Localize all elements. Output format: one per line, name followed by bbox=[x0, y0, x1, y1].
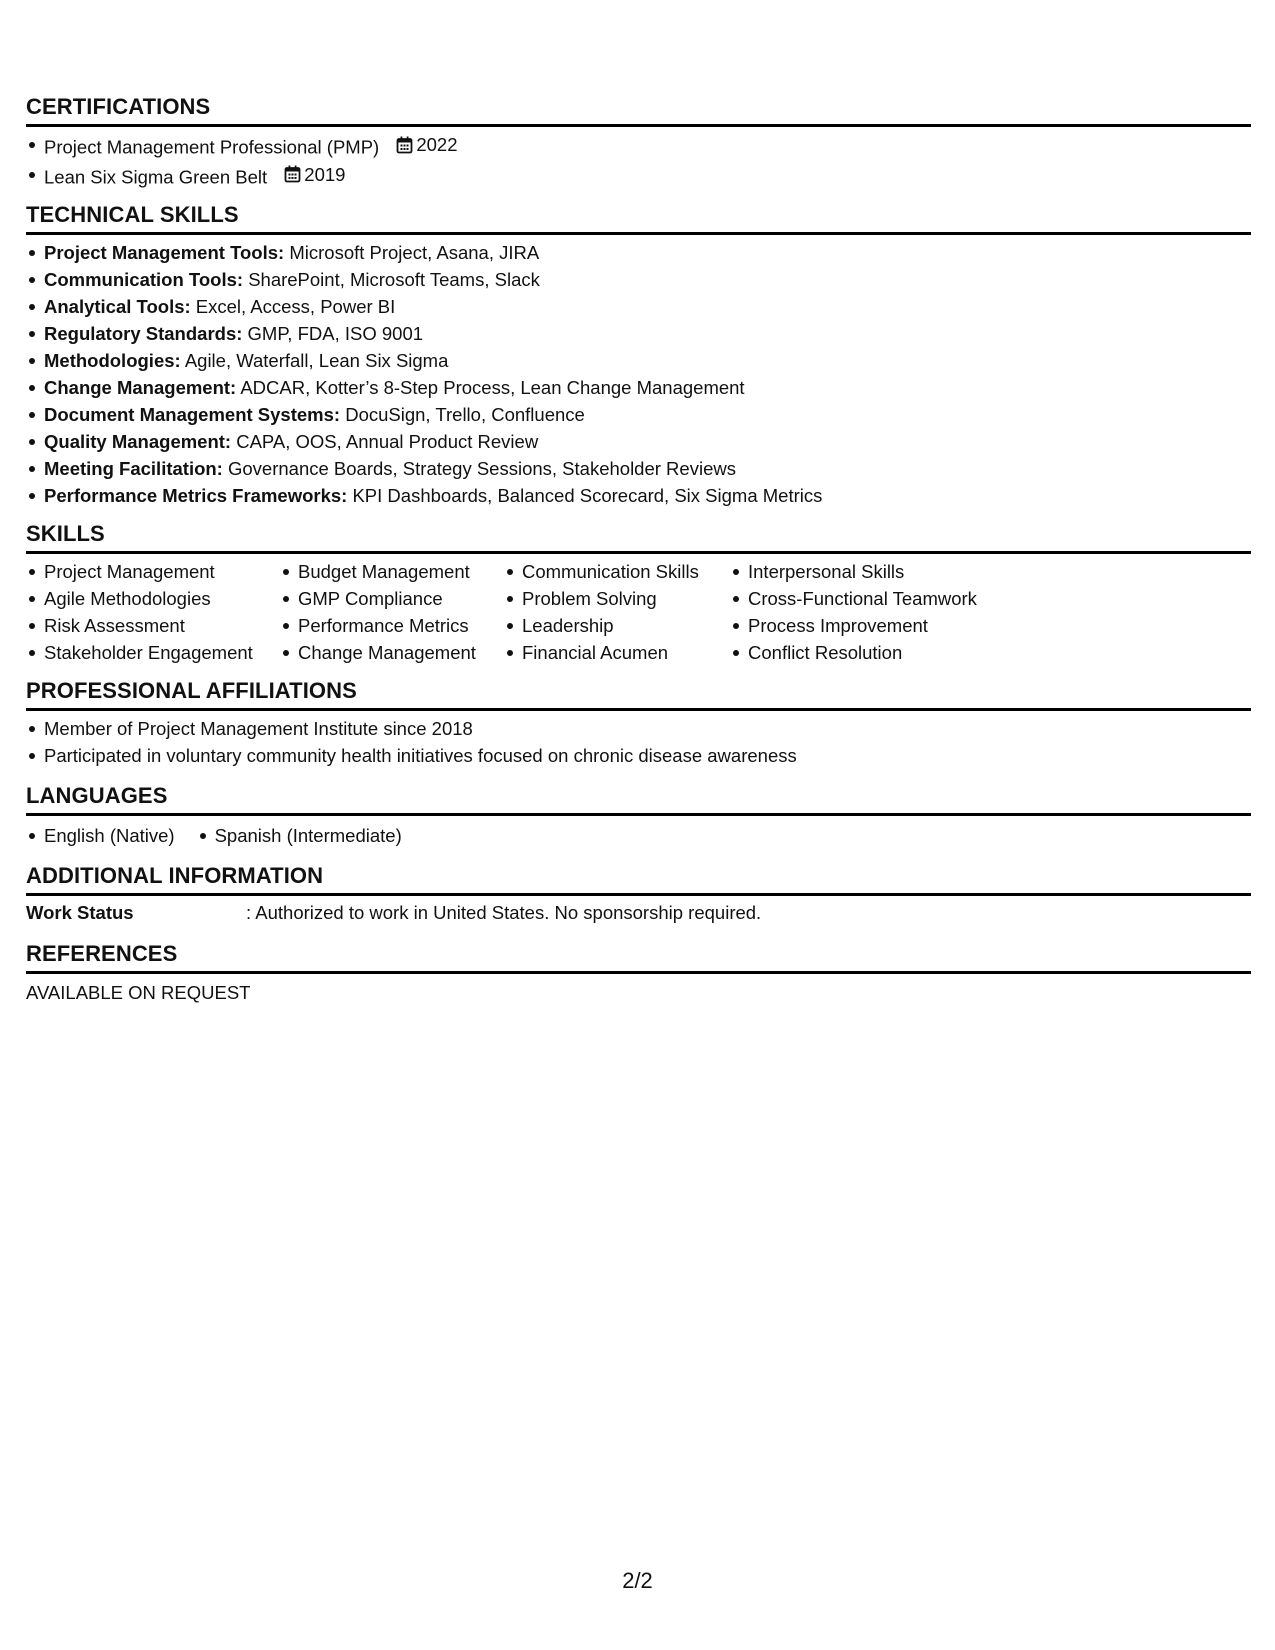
certification-year: 2019 bbox=[304, 163, 346, 185]
list-item: Change Management bbox=[280, 639, 504, 666]
list-item: Financial Acumen bbox=[504, 639, 730, 666]
skill-category: Regulatory Standards: bbox=[44, 323, 243, 344]
certifications-list bbox=[26, 131, 1251, 190]
section-title-technical-skills: TECHNICAL SKILLS bbox=[26, 202, 1251, 235]
skill-values: Agile, Waterfall, Lean Six Sigma bbox=[184, 350, 449, 371]
calendar-icon bbox=[284, 165, 301, 183]
skills-section bbox=[26, 521, 1251, 666]
section-title-additional-info: ADDITIONAL INFORMATION bbox=[26, 863, 1251, 896]
affiliations-section bbox=[26, 678, 1251, 769]
resume-page bbox=[26, 94, 1251, 1007]
skill-values: KPI Dashboards, Balanced Scorecard, Six Sigma Metrics bbox=[352, 485, 823, 506]
list-item: Risk Assessment bbox=[26, 612, 280, 639]
technical-skills-list bbox=[26, 239, 1251, 509]
skill-category: Methodologies: bbox=[44, 350, 181, 371]
list-item: Member of Project Management Institute since 2018 bbox=[26, 715, 1251, 742]
additional-info-section bbox=[26, 863, 1251, 927]
skill-values: CAPA, OOS, Annual Product Review bbox=[236, 431, 539, 452]
skill-category: Quality Management: bbox=[44, 431, 232, 452]
list-item: Problem Solving bbox=[504, 585, 730, 612]
list-item: Agile Methodologies bbox=[26, 585, 280, 612]
list-item bbox=[26, 374, 1251, 401]
section-title-certifications: CERTIFICATIONS bbox=[26, 94, 1251, 127]
skill-category: Performance Metrics Frameworks: bbox=[44, 485, 348, 506]
list-item bbox=[26, 320, 1251, 347]
skills-list bbox=[504, 558, 730, 666]
list-item: Leadership bbox=[504, 612, 730, 639]
skill-values: Governance Boards, Strategy Sessions, Stakeholder Reviews bbox=[227, 458, 736, 479]
affiliations-list bbox=[26, 715, 1251, 769]
certification-year: 2022 bbox=[416, 134, 458, 155]
list-item: Stakeholder Engagement bbox=[26, 639, 280, 666]
skill-values: Excel, Access, Power BI bbox=[195, 296, 396, 317]
skill-values: GMP, FDA, ISO 9001 bbox=[247, 323, 424, 344]
section-title-affiliations: PROFESSIONAL AFFILIATIONS bbox=[26, 678, 1251, 711]
list-item bbox=[26, 428, 1251, 455]
skill-category: Meeting Facilitation: bbox=[44, 458, 223, 479]
work-status-label: Work Status bbox=[26, 902, 134, 923]
skill-values: SharePoint, Microsoft Teams, Slack bbox=[248, 269, 540, 290]
references-text: AVAILABLE ON REQUEST bbox=[26, 982, 251, 1003]
list-item bbox=[26, 401, 1251, 428]
list-item bbox=[26, 293, 1251, 320]
list-item: Performance Metrics bbox=[280, 612, 504, 639]
skill-values: Microsoft Project, Asana, JIRA bbox=[289, 242, 540, 263]
list-item bbox=[26, 455, 1251, 482]
certification-date bbox=[396, 131, 457, 158]
skill-values: DocuSign, Trello, Confluence bbox=[345, 404, 585, 425]
skill-values: ADCAR, Kotter’s 8-Step Process, Lean Change Management bbox=[240, 377, 745, 398]
languages-list bbox=[26, 822, 1251, 849]
page-number: 2/2 bbox=[622, 1568, 653, 1593]
list-item: GMP Compliance bbox=[280, 585, 504, 612]
list-item: Project Management bbox=[26, 558, 280, 585]
certification-date bbox=[284, 161, 345, 188]
skills-column bbox=[26, 558, 280, 666]
list-item bbox=[26, 266, 1251, 293]
skill-category: Change Management: bbox=[44, 377, 237, 398]
list-item: Conflict Resolution bbox=[730, 639, 1030, 666]
list-item: Process Improvement bbox=[730, 612, 1030, 639]
skill-category: Document Management Systems: bbox=[44, 404, 341, 425]
list-item bbox=[26, 482, 1251, 509]
list-item bbox=[26, 239, 1251, 266]
list-item bbox=[26, 347, 1251, 374]
calendar-icon bbox=[396, 136, 413, 154]
skill-category: Communication Tools: bbox=[44, 269, 244, 290]
skills-column bbox=[504, 558, 730, 666]
list-item: Participated in voluntary community health initiatives focused on chronic disease awareness bbox=[26, 742, 1251, 769]
skills-list bbox=[26, 558, 280, 666]
list-item: Communication Skills bbox=[504, 558, 730, 585]
section-title-languages: LANGUAGES bbox=[26, 783, 1251, 816]
list-item: English (Native) bbox=[26, 822, 175, 849]
skill-category: Analytical Tools: bbox=[44, 296, 191, 317]
technical-skills-section bbox=[26, 202, 1251, 509]
section-title-skills: SKILLS bbox=[26, 521, 1251, 554]
list-item: Budget Management bbox=[280, 558, 504, 585]
certification-name: Project Management Professional (PMP) bbox=[44, 136, 380, 158]
list-item: Spanish (Intermediate) bbox=[197, 822, 402, 849]
languages-section bbox=[26, 783, 1251, 849]
skills-column bbox=[730, 558, 1030, 666]
skill-category: Project Management Tools: bbox=[44, 242, 285, 263]
work-status-value: : Authorized to work in United States. No sponsorship required. bbox=[246, 902, 762, 923]
section-title-references: REFERENCES bbox=[26, 941, 1251, 974]
work-status-row bbox=[26, 899, 1251, 927]
certification-name: Lean Six Sigma Green Belt bbox=[44, 166, 268, 187]
skills-list bbox=[730, 558, 1030, 666]
skills-column bbox=[280, 558, 504, 666]
certifications-section bbox=[26, 94, 1251, 190]
list-item bbox=[26, 161, 1251, 191]
references-section bbox=[26, 941, 1251, 1007]
list-item: Cross-Functional Teamwork bbox=[730, 585, 1030, 612]
list-item bbox=[26, 131, 1251, 161]
skills-grid bbox=[26, 558, 1251, 666]
skills-list bbox=[280, 558, 504, 666]
list-item: Interpersonal Skills bbox=[730, 558, 1030, 585]
